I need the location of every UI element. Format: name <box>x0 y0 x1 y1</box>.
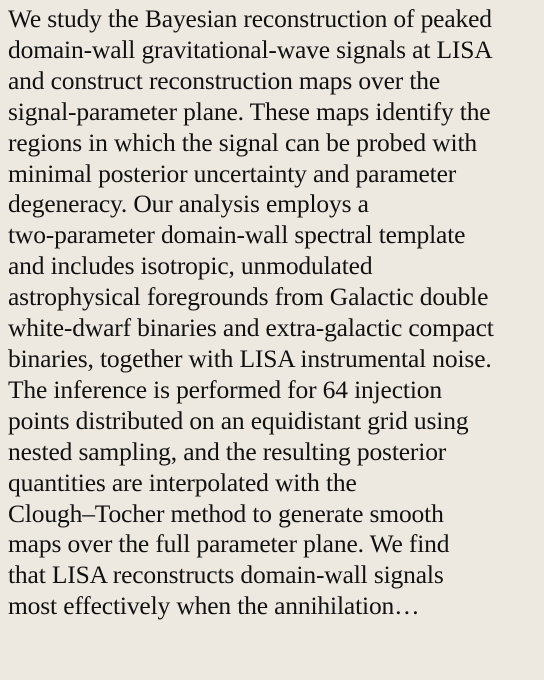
abstract-text <box>8 4 540 622</box>
abstract-line: maps over the full parameter plane. We find <box>8 529 450 559</box>
abstract-line: Clough–Tocher method to generate smooth <box>8 498 444 528</box>
abstract-line: minimal posterior uncertainty and parameter <box>8 158 457 188</box>
abstract-line: degeneracy. Our analysis employs a <box>8 189 369 219</box>
abstract-line: signal-parameter plane. These maps identify the <box>8 96 491 126</box>
abstract-line: regions in which the signal can be probed with <box>8 127 477 157</box>
abstract-line: white-dwarf binaries and extra-galactic compact <box>8 313 494 343</box>
abstract-line: and construct reconstruction maps over the <box>8 65 441 95</box>
abstract-line: most effectively when the annihilation… <box>8 591 420 621</box>
abstract-line: and includes isotropic, unmodulated <box>8 251 373 281</box>
abstract-line: points distributed on an equidistant grid using <box>8 405 469 435</box>
abstract-line: We study the Bayesian reconstruction of peaked <box>8 4 492 33</box>
abstract-line: binaries, together with LISA instrumental noise. <box>8 343 492 373</box>
abstract-line: that LISA reconstructs domain-wall signals <box>8 560 444 590</box>
abstract-line: The inference is performed for 64 injection <box>8 374 442 404</box>
abstract-line: two-parameter domain-wall spectral template <box>8 220 466 250</box>
abstract-line: quantities are interpolated with the <box>8 467 357 497</box>
abstract-line: astrophysical foregrounds from Galactic double <box>8 282 489 312</box>
abstract-line: nested sampling, and the resulting posterior <box>8 436 447 466</box>
abstract-line: domain-wall gravitational-wave signals at LISA <box>8 34 493 64</box>
